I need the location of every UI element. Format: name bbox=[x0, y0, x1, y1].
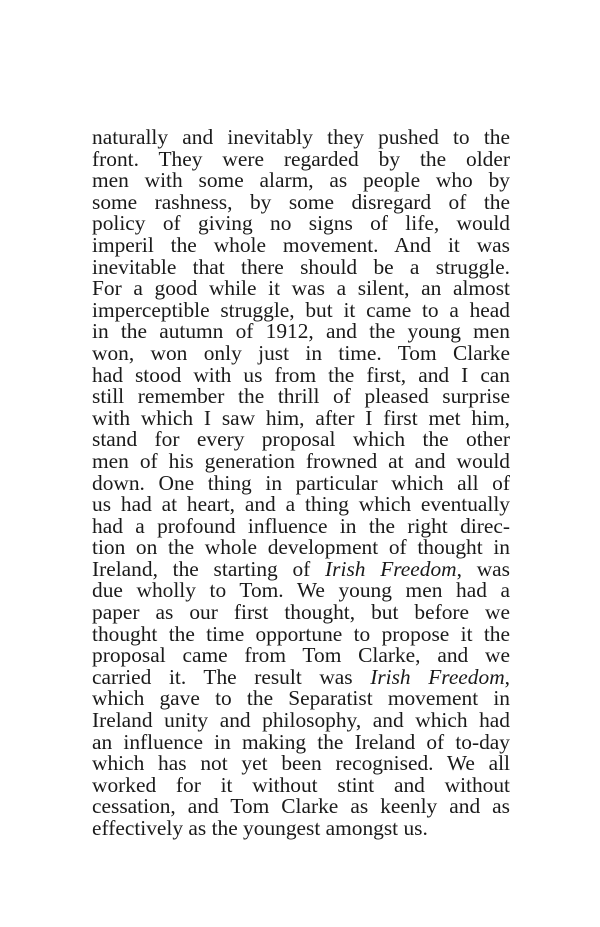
text-line: effectively as the youngest amongst us. bbox=[92, 816, 428, 840]
text-line: an influence in making the Ireland of to-day bbox=[92, 729, 510, 754]
text-line: proposal came from Tom Clarke, and we bbox=[92, 643, 510, 668]
text-line: which gave to the Separatist movement in bbox=[92, 686, 510, 711]
text-line: cessation, and Tom Clarke as keenly and as bbox=[92, 794, 510, 819]
text-line: some rashness, by some disregard of the bbox=[92, 189, 510, 214]
italic-title: Irish Freedom bbox=[325, 556, 457, 581]
text-line: naturally and inevitably they pushed to the bbox=[92, 125, 510, 149]
text-line: still remember the thrill of pleased surprise bbox=[92, 384, 510, 409]
text-line: had stood with us from the first, and I can bbox=[92, 362, 510, 387]
text-segment: , bbox=[504, 664, 511, 689]
text-segment: Ireland, the starting of bbox=[92, 556, 326, 581]
text-line bbox=[92, 556, 511, 581]
text-line: imperceptible struggle, but it came to a head bbox=[92, 297, 510, 322]
text-line: paper as our first thought, but before we bbox=[92, 600, 510, 625]
text-line: in the autumn of 1912, and the young men bbox=[92, 319, 510, 344]
text-line: which has not yet been recognised. We all bbox=[92, 751, 510, 776]
text-line: policy of giving no signs of life, would bbox=[92, 211, 510, 236]
text-line: won, won only just in time. Tom Clarke bbox=[92, 340, 510, 365]
text-line: inevitable that there should be a struggle. bbox=[92, 254, 510, 279]
text-line: had a profound influence in the right direc- bbox=[92, 513, 510, 538]
text-line: men with some alarm, as people who by bbox=[92, 168, 510, 193]
text-line: imperil the whole movement. And it was bbox=[92, 232, 510, 257]
text-line: us had at heart, and a thing which eventually bbox=[92, 492, 510, 517]
text-line: worked for it without stint and without bbox=[92, 772, 510, 797]
text-line bbox=[92, 664, 511, 689]
text-line: Ireland unity and philosophy, and which had bbox=[92, 708, 510, 733]
text-line: with which I saw him, after I first met him, bbox=[92, 405, 510, 430]
text-line: stand for every proposal which the other bbox=[92, 427, 510, 452]
body-text bbox=[92, 127, 510, 840]
text-line: men of his generation frowned at and would bbox=[92, 448, 510, 473]
text-line: due wholly to Tom. We young men had a bbox=[92, 578, 510, 603]
text-segment: carried it. The result was bbox=[92, 664, 371, 689]
text-line: front. They were regarded by the older bbox=[92, 146, 510, 171]
text-line: thought the time opportune to propose it the bbox=[92, 621, 510, 646]
text-line: down. One thing in particular which all of bbox=[92, 470, 510, 495]
text-line: For a good while it was a silent, an almost bbox=[92, 276, 510, 301]
italic-title: Irish Freedom bbox=[370, 664, 505, 689]
text-segment: , was bbox=[456, 556, 511, 581]
text-line: tion on the whole development of thought in bbox=[92, 535, 510, 560]
